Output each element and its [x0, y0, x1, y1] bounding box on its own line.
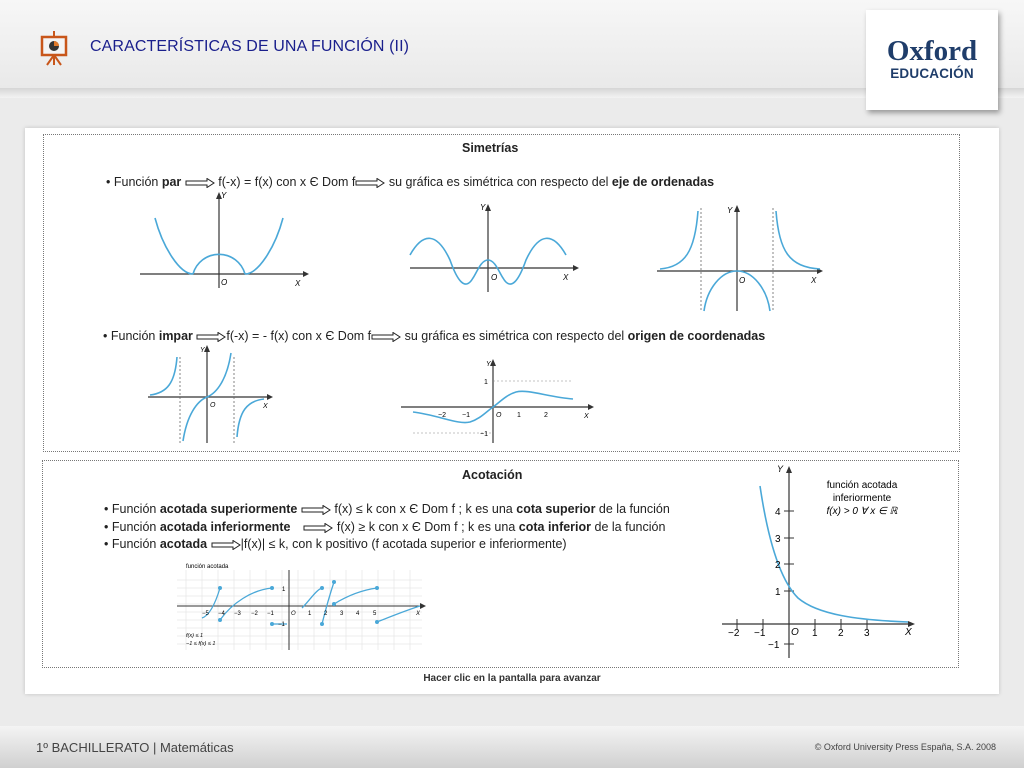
- bounds-keyword: acotada: [159, 537, 208, 551]
- even-graph-2: [405, 200, 580, 295]
- y-tick-label: 1: [484, 379, 488, 386]
- x-tick-label: 4: [356, 611, 360, 617]
- x-tick-label: 1: [812, 628, 818, 639]
- x-tick-label: −2: [728, 628, 740, 639]
- lower-bounded-formula: f(x) > 0 ∀ x ∈ ℝ: [826, 506, 898, 517]
- axis-y-label: Y: [200, 347, 205, 354]
- y-tick-label: 3: [775, 534, 781, 545]
- implies-arrow-icon: [196, 332, 226, 342]
- x-tick-label: −5: [202, 611, 209, 617]
- x-tick-label: −2: [438, 412, 446, 419]
- axis-x-label: X: [416, 611, 421, 617]
- odd-keyword: impar: [158, 329, 193, 343]
- even-result: su gráfica es simétrica con respecto del: [388, 175, 609, 189]
- bounds-line-both: [104, 537, 567, 551]
- even-result-bold: eje de ordenadas: [611, 175, 715, 189]
- axis-y-label: Y: [486, 361, 491, 368]
- odd-function-line: [103, 329, 765, 343]
- lower-bounded-title-1: función acotada: [826, 480, 898, 491]
- origin-label: O: [221, 278, 228, 287]
- odd-result: su gráfica es simétrica con respecto del: [404, 329, 625, 343]
- bounds-keyword: acotada superiormente: [159, 502, 298, 516]
- axis-y-label: Y: [777, 464, 784, 474]
- origin-label: O: [210, 402, 216, 409]
- x-tick-label: −3: [234, 611, 241, 617]
- origin-label: O: [496, 412, 502, 419]
- implies-arrow-icon: [371, 332, 401, 342]
- bullet: •: [104, 502, 109, 516]
- bounds-prefix: Función: [111, 520, 157, 534]
- oxford-logo: [866, 10, 998, 110]
- bounds-suffix: de la función: [598, 502, 670, 516]
- implies-arrow-icon: [355, 178, 385, 188]
- implies-arrow-icon: [185, 178, 215, 188]
- bounds-prefix: Función: [111, 502, 157, 516]
- bounds-text: f(x) ≤ k con x Є Dom f ; k es una: [334, 502, 513, 516]
- x-tick-label: 2: [544, 412, 548, 419]
- bounds-text: |f(x)| ≤ k, con k positivo (f acotada superior e inferiormente): [240, 537, 567, 551]
- bounds-keyword: acotada inferiormente: [159, 520, 291, 534]
- axis-y-label: Y: [221, 191, 227, 200]
- odd-graph-1: [145, 343, 275, 445]
- bullet: •: [106, 175, 111, 189]
- y-tick-label: 4: [775, 507, 781, 518]
- odd-prefix: Función: [110, 329, 156, 343]
- bounds-prefix: Función: [111, 537, 157, 551]
- x-tick-label: −4: [218, 611, 225, 617]
- x-tick-label: −1: [462, 412, 470, 419]
- implies-arrow-icon: [301, 505, 331, 515]
- x-tick-label: 3: [864, 628, 870, 639]
- even-condition: f(-x) = f(x) con x Є Dom f: [218, 175, 356, 189]
- y-tick-label: −1: [768, 640, 780, 651]
- even-graph-1: [135, 190, 310, 290]
- bounds-line-upper: [104, 502, 670, 516]
- bounds-suffix: de la función: [594, 520, 666, 534]
- bounded-note-1: f(x) ≤ 1: [186, 633, 204, 639]
- copyright-label: © Oxford University Press España, S.A. 2008: [814, 742, 996, 752]
- origin-label: O: [791, 627, 799, 638]
- y-tick-label: 1: [282, 587, 286, 593]
- even-function-line: [106, 175, 714, 189]
- x-tick-label: 2: [324, 611, 328, 617]
- y-tick-label: 2: [775, 560, 781, 571]
- implies-arrow-icon: [211, 540, 241, 550]
- bounded-note-2: −1 ≤ f(x) ≤ 1: [186, 641, 216, 647]
- lower-bounded-graph: [718, 460, 918, 660]
- axis-x-label: X: [584, 413, 589, 420]
- symmetry-title: Simetrías: [462, 141, 519, 155]
- bounded-function-graph: [172, 558, 430, 653]
- axis-x-label: X: [811, 276, 817, 285]
- axis-x-label: X: [263, 403, 268, 410]
- bounds-line-lower: [104, 520, 665, 534]
- y-tick-label: 1: [775, 587, 781, 598]
- odd-condition: f(-x) = - f(x) con x Є Dom f: [226, 329, 372, 343]
- odd-graph-2: [398, 357, 598, 445]
- even-graph-3: [655, 203, 830, 313]
- x-tick-label: −1: [267, 611, 274, 617]
- bounded-graph-title: función acotada: [186, 564, 229, 570]
- origin-label: O: [739, 276, 746, 285]
- axis-x-label: X: [295, 279, 301, 288]
- axis-x-label: X: [905, 627, 912, 638]
- origin-label: O: [291, 611, 296, 617]
- x-tick-label: 3: [340, 611, 344, 617]
- x-tick-label: 1: [517, 412, 521, 419]
- axis-y-label: Y: [727, 206, 733, 215]
- axis-y-label: Y: [480, 203, 486, 212]
- x-tick-label: 5: [373, 611, 377, 617]
- axis-x-label: X: [563, 273, 569, 282]
- lower-bounded-title-2: inferiormente: [832, 493, 892, 504]
- odd-result-bold: origen de coordenadas: [627, 329, 766, 343]
- x-tick-label: 1: [308, 611, 312, 617]
- bounds-title: Acotación: [462, 468, 523, 482]
- even-keyword: par: [161, 175, 182, 189]
- bullet: •: [104, 520, 109, 534]
- bounds-text: f(x) ≥ k con x Є Dom f ; k es una: [336, 520, 516, 534]
- bullet: •: [104, 537, 109, 551]
- x-tick-label: −1: [754, 628, 766, 639]
- bounds-keyword-2: cota superior: [516, 502, 596, 516]
- course-label: 1º BACHILLERATO | Matemáticas: [36, 740, 234, 755]
- logo-educacion-text: EDUCACIÓN: [890, 66, 974, 81]
- y-tick-label: −1: [278, 622, 285, 628]
- logo-oxford-text: Oxford: [886, 35, 978, 67]
- implies-arrow-icon: [303, 523, 333, 533]
- origin-label: O: [491, 273, 498, 282]
- x-tick-label: 2: [838, 628, 844, 639]
- bounds-keyword-2: cota inferior: [518, 520, 592, 534]
- even-prefix: Función: [113, 175, 159, 189]
- presentation-board-icon: [38, 30, 70, 66]
- page-title: CARACTERÍSTICAS DE UNA FUNCIÓN (II): [90, 38, 410, 55]
- y-tick-label: −1: [480, 431, 488, 438]
- x-tick-label: −2: [251, 611, 258, 617]
- advance-hint: Hacer clic en la pantalla para avanzar: [423, 673, 601, 684]
- bullet: •: [103, 329, 108, 343]
